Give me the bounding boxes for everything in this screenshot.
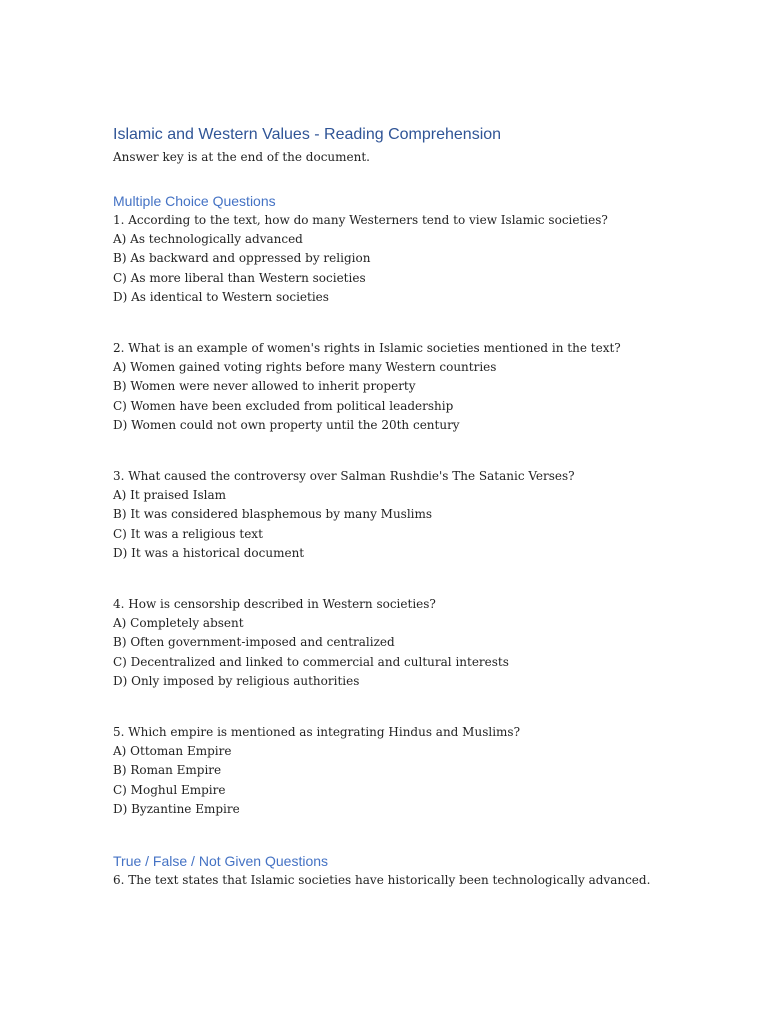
option-d: D) It was a historical document [113,545,305,560]
option-b: B) Women were never allowed to inherit property [113,379,416,394]
option-a: A) It praised Islam [113,488,226,503]
document-title: Islamic and Western Values - Reading Comprehension [113,126,502,143]
question-text: 1. According to the text, how do many Westerners tend to view Islamic societies? [113,213,608,227]
question-1 [113,211,728,307]
section-heading-multiple-choice: Multiple Choice Questions [113,193,276,209]
question-4 [113,595,728,691]
option-c: C) Decentralized and linked to commercial and cultural interests [113,654,509,669]
option-c: C) Women have been excluded from political leadership [113,398,454,413]
question-text: 4. How is censorship described in Western societies? [113,597,436,612]
question-3 [113,467,728,563]
option-b: B) Often government-imposed and centralized [113,635,395,650]
question-text: 2. What is an example of women's rights in Islamic societies mentioned in the text? [113,341,621,356]
section-heading-true-false: True / False / Not Given Questions [113,853,329,870]
question-5 [113,723,728,819]
option-b: B) As backward and oppressed by religion [113,251,371,266]
option-a: A) Women gained voting rights before many Western countries [113,360,497,375]
option-c: C) It was a religious text [113,526,263,541]
option-c: C) Moghul Empire [113,782,226,797]
option-d: D) Byzantine Empire [113,801,240,816]
option-d: D) As identical to Western societies [113,289,329,304]
option-b: B) It was considered blasphemous by many Muslims [113,507,433,522]
option-d: D) Women could not own property until the 20th century [113,417,460,432]
option-a: A) Completely absent [113,616,244,631]
option-a: A) Ottoman Empire [113,744,232,759]
option-c: C) As more liberal than Western societies [113,270,366,285]
option-a: A) As technologically advanced [113,232,303,247]
option-b: B) Roman Empire [113,763,222,778]
question-text: 3. What caused the controversy over Salman Rushdie's The Satanic Verses? [113,469,575,484]
question-2 [113,339,728,435]
option-d: D) Only imposed by religious authorities [113,673,360,688]
question-text: 6. The text states that Islamic societies have historically been technologically advanced. [113,873,651,888]
question-6 [113,871,728,890]
question-text: 5. Which empire is mentioned as integrating Hindus and Muslims? [113,725,520,740]
document-subtitle: Answer key is at the end of the document. [113,150,370,164]
